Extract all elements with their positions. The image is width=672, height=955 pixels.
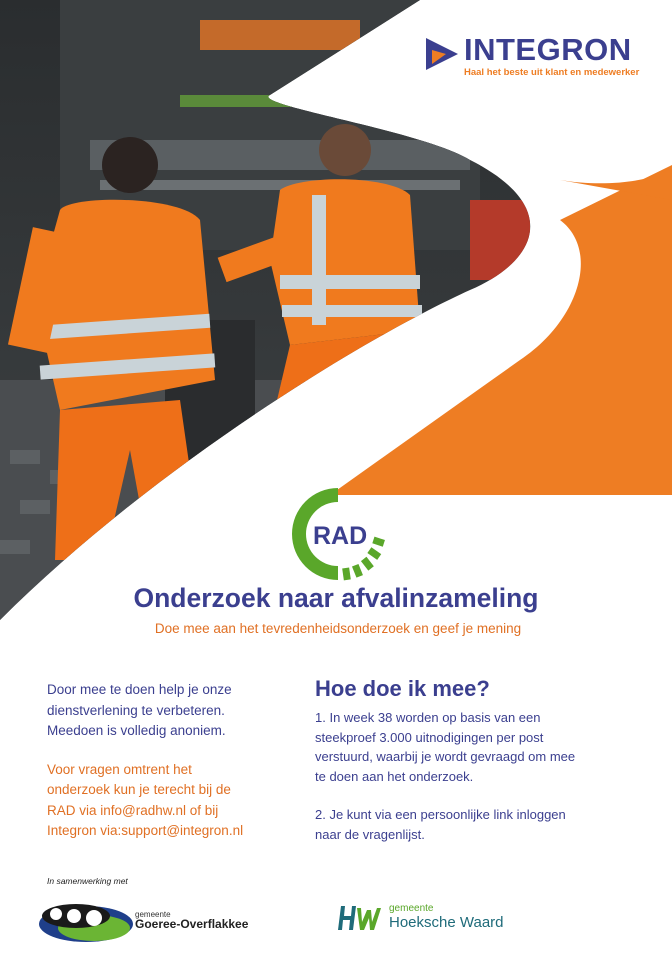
integron-logo: [418, 32, 648, 82]
hoeksche-waard-logo: [337, 900, 537, 940]
intro-line: Meedoen is volledig anoniem.: [47, 723, 226, 738]
page-title: Onderzoek naar afvalinzameling: [133, 583, 539, 613]
page-subtitle: Doe mee aan het tevredenheidsonderzoek en geef je mening: [154, 621, 522, 636]
intro-text: [47, 680, 297, 742]
step-2: [315, 805, 635, 844]
contact-line: Integron via:support@integron.nl: [47, 823, 244, 838]
intro-line: dienstverlening te verbeteren.: [47, 702, 225, 718]
rad-logo-text: RAD: [313, 522, 368, 550]
hoeksche-waard-emblem-icon: [337, 902, 383, 934]
step-line: naar de vragenlijst.: [315, 826, 425, 842]
step-line: te doen aan het onderzoek.: [315, 768, 474, 784]
how-to-section: [315, 676, 635, 844]
goeree-name: Goeree-Overflakkee: [135, 917, 249, 931]
contact-line: Voor vragen omtrent het: [47, 761, 192, 777]
step-1: [315, 708, 635, 786]
goeree-overflakkee-emblem-icon: [36, 898, 136, 944]
collaboration-label: In samenwerking met: [47, 876, 128, 886]
integron-tagline: Haal het beste uit klant en medewerker: [464, 67, 640, 78]
step-line: verstuurd, waarbij je wordt gevraagd om mee: [315, 749, 576, 764]
contact-line: RAD via info@radhw.nl of bij: [47, 802, 219, 818]
hoeksche-gemeente-label: gemeente: [389, 903, 434, 914]
step-line: 2. Je kunt via een persoonlijke link inloggen: [315, 807, 566, 822]
integron-play-icon: [422, 34, 462, 74]
contact-text: [47, 760, 297, 842]
step-line: steekproef 3.000 uitnodigingen per post: [315, 729, 544, 745]
step-line: 1. In week 38 worden op basis van een: [315, 710, 541, 725]
goeree-gemeente-label: gemeente: [135, 910, 171, 919]
intro-line: Door mee te doen help je onze: [47, 682, 232, 697]
left-column: [47, 680, 297, 842]
hoeksche-name: Hoeksche Waard: [389, 914, 504, 931]
goeree-overflakkee-logo: [36, 898, 276, 948]
how-to-title: Hoe doe ik mee?: [315, 676, 490, 701]
integron-wordmark: INTEGRON: [464, 32, 632, 67]
contact-line: onderzoek kun je terecht bij de: [47, 782, 231, 797]
